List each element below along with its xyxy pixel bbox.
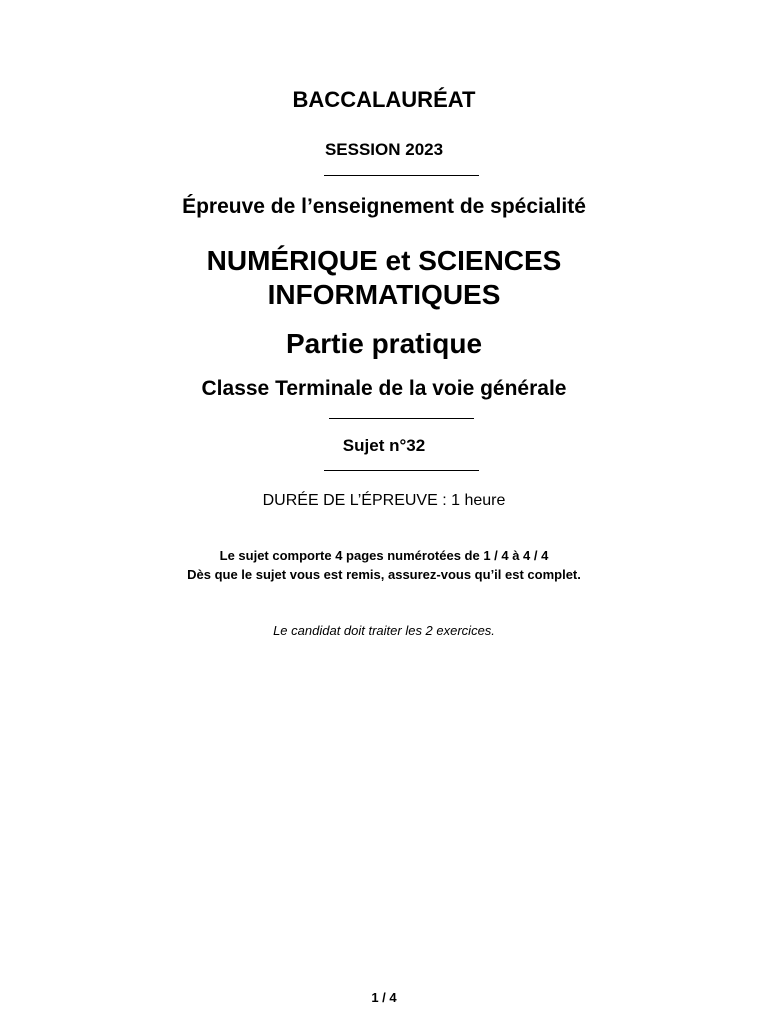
divider-line bbox=[324, 175, 479, 176]
subject-number: Sujet n°32 bbox=[342, 436, 426, 455]
subject-title-line-2: INFORMATIQUES bbox=[267, 279, 501, 310]
exam-title: BACCALAURÉAT bbox=[292, 87, 476, 112]
exam-part: Partie pratique bbox=[285, 328, 483, 359]
page-count-notice: Le sujet comporte 4 pages numérotées de 1 / 4 à 4 / 4 bbox=[219, 548, 549, 563]
exam-duration: DURÉE DE L’ÉPREUVE : 1 heure bbox=[262, 492, 506, 509]
completeness-notice: Dès que le sujet vous est remis, assurez-vous qu’il est complet. bbox=[187, 567, 581, 582]
exam-type: Épreuve de l’enseignement de spécialité bbox=[182, 195, 586, 218]
candidate-instruction: Le candidat doit traiter les 2 exercices. bbox=[273, 623, 495, 638]
divider-line bbox=[329, 418, 474, 419]
session-year: SESSION 2023 bbox=[324, 140, 444, 159]
class-level: Classe Terminale de la voie générale bbox=[201, 377, 567, 400]
page-number: 1 / 4 bbox=[371, 990, 397, 1005]
subject-title-line-1: NUMÉRIQUE et SCIENCES bbox=[206, 245, 562, 276]
divider-line bbox=[324, 470, 479, 471]
